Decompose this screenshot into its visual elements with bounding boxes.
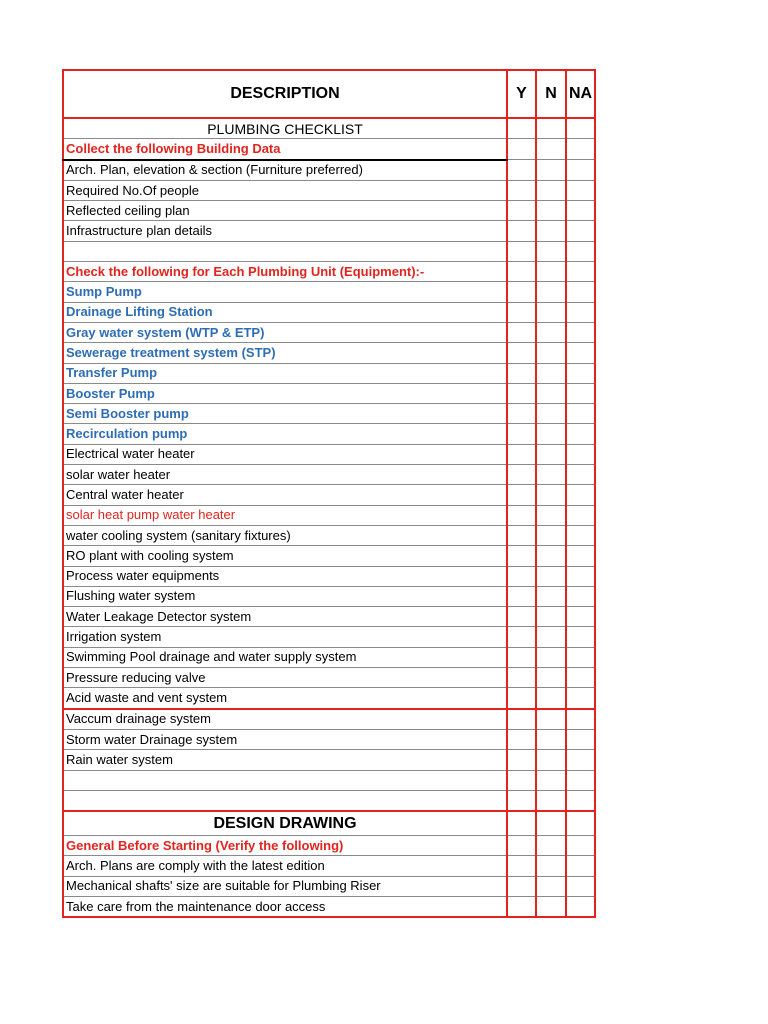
checklist-item-description: PLUMBING CHECKLIST [63,118,507,139]
no-check-cell[interactable] [536,221,566,241]
no-check-cell[interactable] [536,668,566,688]
checklist-item-description: Water Leakage Detector system [63,607,507,627]
yes-check-cell[interactable] [507,770,536,790]
no-check-cell[interactable] [536,790,566,811]
checklist-item-description [63,241,507,261]
yes-header: Y [507,70,536,118]
yes-check-cell[interactable] [507,262,536,282]
not-applicable-header: NA [566,70,595,118]
no-check-cell[interactable] [536,876,566,896]
not-applicable-check-cell[interactable] [566,876,595,896]
checklist-row [63,586,595,606]
yes-check-cell[interactable] [507,505,536,525]
not-applicable-check-cell[interactable] [566,546,595,566]
no-check-cell[interactable] [536,607,566,627]
no-check-cell[interactable] [536,241,566,261]
checklist-item-description [63,790,507,811]
checklist-row [63,566,595,586]
no-check-cell[interactable] [536,118,566,139]
checklist-row [63,627,595,647]
checklist-item-description: Rain water system [63,750,507,770]
not-applicable-check-cell[interactable] [566,363,595,383]
yes-check-cell[interactable] [507,485,536,505]
checklist-row [63,647,595,667]
checklist-row [63,444,595,464]
yes-check-cell[interactable] [507,647,536,667]
not-applicable-check-cell[interactable] [566,424,595,444]
checklist-row [63,688,595,709]
checklist-item-description: Collect the following Building Data [63,139,507,160]
not-applicable-check-cell[interactable] [566,811,595,836]
checklist-row [63,201,595,221]
checklist-row [63,607,595,627]
not-applicable-check-cell[interactable] [566,118,595,139]
not-applicable-check-cell[interactable] [566,343,595,363]
checklist-row [63,424,595,444]
checklist-row [63,896,595,917]
checklist-item-description: Take care from the maintenance door access [63,896,507,917]
checklist-row [63,343,595,363]
checklist-item-description: Sewerage treatment system (STP) [63,343,507,363]
checklist-item-description: Irrigation system [63,627,507,647]
checklist-row [63,811,595,836]
checklist-item-description: Central water heater [63,485,507,505]
checklist-row [63,262,595,282]
checklist-item-description: solar water heater [63,465,507,485]
yes-check-cell[interactable] [507,709,536,730]
checklist-item-description: Acid waste and vent system [63,688,507,709]
checklist-row [63,709,595,730]
checklist-item-description: solar heat pump water heater [63,505,507,525]
checklist-item-description: Drainage Lifting Station [63,302,507,322]
yes-check-cell[interactable] [507,896,536,917]
not-applicable-check-cell[interactable] [566,856,595,876]
no-check-cell[interactable] [536,322,566,342]
checklist-item-description: Recirculation pump [63,424,507,444]
checklist-item-description: Process water equipments [63,566,507,586]
checklist-item-description: General Before Starting (Verify the following) [63,836,507,856]
no-check-cell[interactable] [536,750,566,770]
no-check-cell[interactable] [536,627,566,647]
checklist-item-description: Reflected ceiling plan [63,201,507,221]
not-applicable-check-cell[interactable] [566,750,595,770]
not-applicable-check-cell[interactable] [566,770,595,790]
not-applicable-check-cell[interactable] [566,627,595,647]
checklist-item-description: Booster Pump [63,383,507,403]
checklist-row [63,485,595,505]
not-applicable-check-cell[interactable] [566,729,595,749]
no-check-cell[interactable] [536,465,566,485]
checklist-row [63,118,595,139]
checklist-row [63,241,595,261]
not-applicable-check-cell[interactable] [566,668,595,688]
checklist-item-description [63,770,507,790]
checklist-row [63,302,595,322]
yes-check-cell[interactable] [507,180,536,200]
checklist-row [63,770,595,790]
not-applicable-check-cell[interactable] [566,322,595,342]
checklist-item-description: Arch. Plans are comply with the latest edition [63,856,507,876]
table-header-row [63,70,595,118]
not-applicable-check-cell[interactable] [566,282,595,302]
no-check-cell[interactable] [536,896,566,917]
checklist-row [63,790,595,811]
plumbing-checklist-table [62,69,596,918]
no-check-cell[interactable] [536,505,566,525]
checklist-row [63,876,595,896]
checklist-row [63,750,595,770]
yes-check-cell[interactable] [507,811,536,836]
checklist-row [63,322,595,342]
checklist-row [63,546,595,566]
yes-check-cell[interactable] [507,856,536,876]
no-check-cell[interactable] [536,363,566,383]
no-check-cell[interactable] [536,139,566,160]
checklist-item-description: water cooling system (sanitary fixtures) [63,525,507,545]
not-applicable-check-cell[interactable] [566,505,595,525]
checklist-item-description: Swimming Pool drainage and water supply system [63,647,507,667]
yes-check-cell[interactable] [507,322,536,342]
yes-check-cell[interactable] [507,750,536,770]
no-check-cell[interactable] [536,485,566,505]
yes-check-cell[interactable] [507,221,536,241]
checklist-item-description: Mechanical shafts' size are suitable for Plumbing Riser [63,876,507,896]
no-check-cell[interactable] [536,647,566,667]
no-header: N [536,70,566,118]
yes-check-cell[interactable] [507,627,536,647]
checklist-item-description: Infrastructure plan details [63,221,507,241]
not-applicable-check-cell[interactable] [566,404,595,424]
not-applicable-check-cell[interactable] [566,607,595,627]
not-applicable-check-cell[interactable] [566,836,595,856]
checklist-row [63,404,595,424]
yes-check-cell[interactable] [507,424,536,444]
checklist-row [63,729,595,749]
checklist-row [63,139,595,160]
not-applicable-check-cell[interactable] [566,525,595,545]
yes-check-cell[interactable] [507,160,536,181]
no-check-cell[interactable] [536,160,566,181]
yes-check-cell[interactable] [507,876,536,896]
no-check-cell[interactable] [536,729,566,749]
description-header: DESCRIPTION [63,70,507,118]
no-check-cell[interactable] [536,811,566,836]
yes-check-cell[interactable] [507,546,536,566]
yes-check-cell[interactable] [507,383,536,403]
not-applicable-check-cell[interactable] [566,383,595,403]
checklist-item-description: Check the following for Each Plumbing Unit (Equipment):- [63,262,507,282]
no-check-cell[interactable] [536,282,566,302]
yes-check-cell[interactable] [507,688,536,709]
checklist-row [63,363,595,383]
checklist-row [63,668,595,688]
not-applicable-check-cell[interactable] [566,221,595,241]
checklist-item-description: Electrical water heater [63,444,507,464]
no-check-cell[interactable] [536,709,566,730]
no-check-cell[interactable] [536,856,566,876]
no-check-cell[interactable] [536,546,566,566]
checklist-row [63,856,595,876]
no-check-cell[interactable] [536,262,566,282]
yes-check-cell[interactable] [507,118,536,139]
checklist-item-description: DESIGN DRAWING [63,811,507,836]
not-applicable-check-cell[interactable] [566,180,595,200]
not-applicable-check-cell[interactable] [566,647,595,667]
not-applicable-check-cell[interactable] [566,566,595,586]
not-applicable-check-cell[interactable] [566,160,595,181]
no-check-cell[interactable] [536,424,566,444]
no-check-cell[interactable] [536,302,566,322]
yes-check-cell[interactable] [507,282,536,302]
not-applicable-check-cell[interactable] [566,444,595,464]
not-applicable-check-cell[interactable] [566,201,595,221]
yes-check-cell[interactable] [507,302,536,322]
checklist-item-description: Sump Pump [63,282,507,302]
no-check-cell[interactable] [536,586,566,606]
no-check-cell[interactable] [536,836,566,856]
not-applicable-check-cell[interactable] [566,465,595,485]
not-applicable-check-cell[interactable] [566,790,595,811]
checklist-item-description: Transfer Pump [63,363,507,383]
checklist-row [63,180,595,200]
yes-check-cell[interactable] [507,607,536,627]
no-check-cell[interactable] [536,525,566,545]
no-check-cell[interactable] [536,566,566,586]
checklist-item-description: Vaccum drainage system [63,709,507,730]
checklist-row [63,525,595,545]
checklist-item-description: Storm water Drainage system [63,729,507,749]
not-applicable-check-cell[interactable] [566,586,595,606]
checklist-row [63,282,595,302]
yes-check-cell[interactable] [507,729,536,749]
no-check-cell[interactable] [536,404,566,424]
no-check-cell[interactable] [536,444,566,464]
checklist-item-description: RO plant with cooling system [63,546,507,566]
checklist-row [63,836,595,856]
checklist-item-description: Flushing water system [63,586,507,606]
no-check-cell[interactable] [536,688,566,709]
yes-check-cell[interactable] [507,201,536,221]
checklist-item-description: Required No.Of people [63,180,507,200]
yes-check-cell[interactable] [507,525,536,545]
yes-check-cell[interactable] [507,790,536,811]
checklist-row [63,160,595,181]
yes-check-cell[interactable] [507,139,536,160]
not-applicable-check-cell[interactable] [566,896,595,917]
not-applicable-check-cell[interactable] [566,302,595,322]
no-check-cell[interactable] [536,770,566,790]
no-check-cell[interactable] [536,201,566,221]
yes-check-cell[interactable] [507,444,536,464]
no-check-cell[interactable] [536,383,566,403]
not-applicable-check-cell[interactable] [566,485,595,505]
not-applicable-check-cell[interactable] [566,262,595,282]
checklist-item-description: Semi Booster pump [63,404,507,424]
yes-check-cell[interactable] [507,465,536,485]
no-check-cell[interactable] [536,180,566,200]
yes-check-cell[interactable] [507,586,536,606]
yes-check-cell[interactable] [507,668,536,688]
yes-check-cell[interactable] [507,241,536,261]
yes-check-cell[interactable] [507,404,536,424]
yes-check-cell[interactable] [507,363,536,383]
yes-check-cell[interactable] [507,566,536,586]
checklist-row [63,383,595,403]
yes-check-cell[interactable] [507,836,536,856]
not-applicable-check-cell[interactable] [566,241,595,261]
not-applicable-check-cell[interactable] [566,139,595,160]
yes-check-cell[interactable] [507,343,536,363]
checklist-item-description: Pressure reducing valve [63,668,507,688]
checklist-row [63,505,595,525]
not-applicable-check-cell[interactable] [566,688,595,709]
checklist-row [63,465,595,485]
checklist-row [63,221,595,241]
not-applicable-check-cell[interactable] [566,709,595,730]
checklist-item-description: Arch. Plan, elevation & section (Furniture preferred) [63,160,507,181]
checklist-item-description: Gray water system (WTP & ETP) [63,322,507,342]
no-check-cell[interactable] [536,343,566,363]
